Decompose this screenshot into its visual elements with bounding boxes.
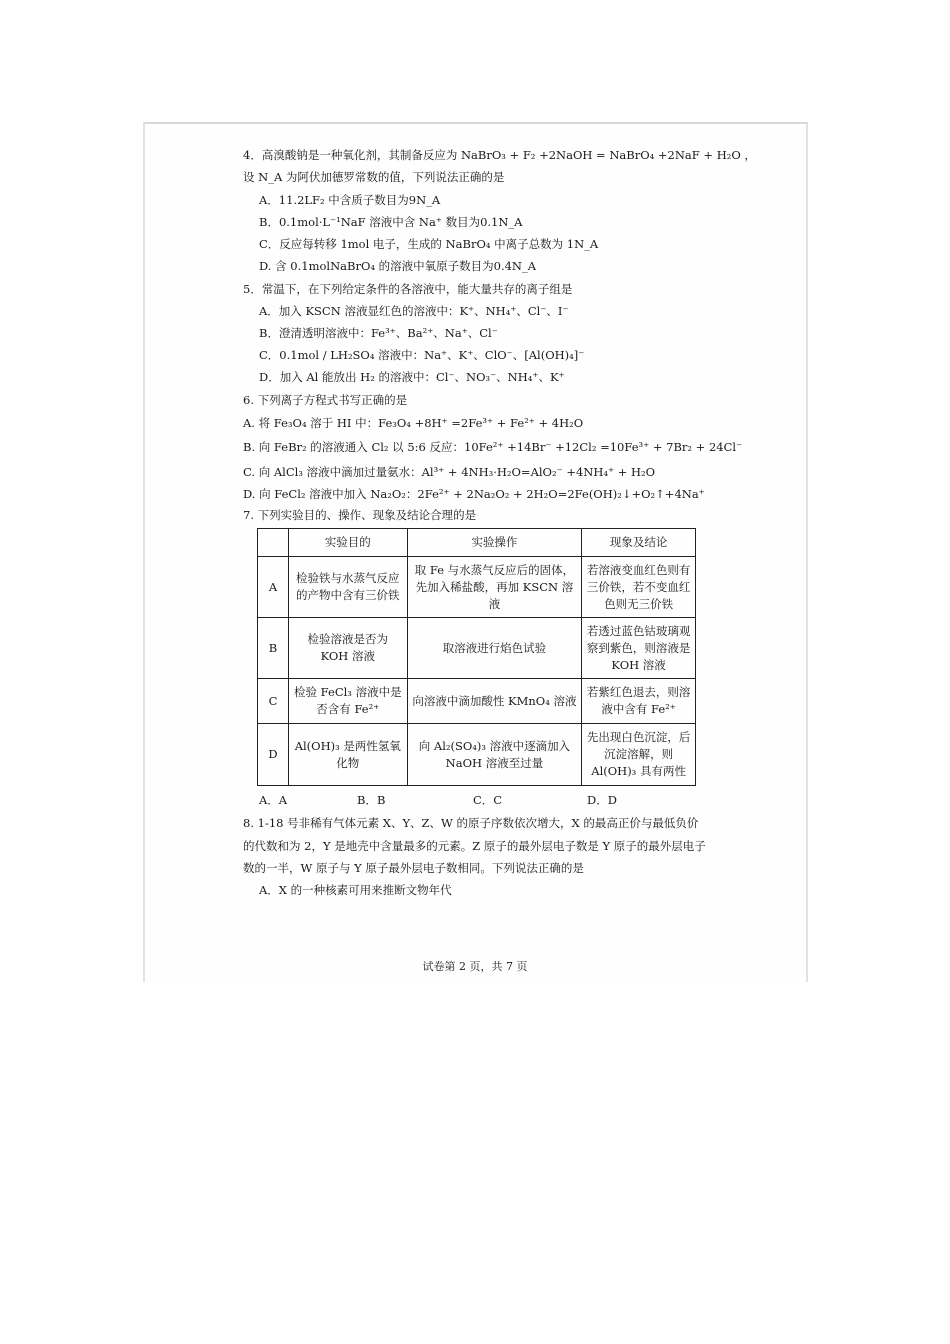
q6-option-a: A. 将 Fe₃O₄ 溶于 HI 中：Fe₃O₄ +8H⁺ =2Fe³⁺ + Fe²⁺ + 4H₂O [243, 416, 584, 430]
table-header-cell: 现象及结论 [582, 529, 696, 557]
q7-answer-a: A．A [259, 793, 288, 807]
table-header-row [258, 529, 696, 557]
q7-answer-d: D．D [587, 793, 617, 807]
row-label: D [258, 724, 289, 786]
row-label: B [258, 618, 289, 679]
q4-stem-line2: 设 N_A 为阿伏加德罗常数的值，下列说法正确的是 [243, 170, 505, 184]
page-footer: 试卷第 2 页，共 7 页 [422, 960, 528, 973]
row-label: A [258, 557, 289, 618]
q5-option-a: A．加入 KSCN 溶液显红色的溶液中：K⁺、NH₄⁺、Cl⁻、I⁻ [259, 304, 569, 318]
q5-option-d: D．加入 Al 能放出 H₂ 的溶液中：Cl⁻、NO₃⁻、NH₄⁺、K⁺ [259, 370, 565, 384]
table-row [258, 557, 696, 618]
q7-answer-b: B．B [357, 793, 386, 807]
q8-option-a: A．X 的一种核素可用来推断文物年代 [259, 883, 452, 897]
result-cell: 若紫红色退去，则溶液中含有 Fe²⁺ [582, 679, 696, 724]
q5-option-c: C．0.1mol / LH₂SO₄ 溶液中：Na⁺、K⁺、ClO⁻、[Al(OH)₄]⁻ [259, 348, 585, 362]
q7-answer-c: C．C [473, 793, 503, 807]
row-label: C [258, 679, 289, 724]
q8-stem-line3: 数的一半，W 原子与 Y 原子最外层电子数相同。下列说法正确的是 [243, 861, 584, 875]
result-cell: 若透过蓝色钴玻璃观察到紫色，则溶液是 KOH 溶液 [582, 618, 696, 679]
table-header-cell [258, 529, 289, 557]
purpose-cell: 检验铁与水蒸气反应的产物中含有三价铁 [288, 557, 407, 618]
q5-option-b: B．澄清透明溶液中：Fe³⁺、Ba²⁺、Na⁺、Cl⁻ [259, 326, 498, 340]
result-cell: 若溶液变血红色则有三价铁，若不变血红色则无三价铁 [582, 557, 696, 618]
table-header-cell: 实验目的 [288, 529, 407, 557]
purpose-cell: 检验溶液是否为 KOH 溶液 [288, 618, 407, 679]
operation-cell: 向 Al₂(SO₄)₃ 溶液中逐滴加入 NaOH 溶液至过量 [407, 724, 582, 786]
q7-stem: 7. 下列实验目的、操作、现象及结论合理的是 [243, 508, 477, 522]
operation-cell: 向溶液中滴加酸性 KMnO₄ 溶液 [407, 679, 582, 724]
q4-option-c: C．反应每转移 1mol 电子，生成的 NaBrO₄ 中离子总数为 1N_A [259, 237, 599, 251]
result-cell: 先出现白色沉淀，后沉淀溶解，则 Al(OH)₃ 具有两性 [582, 724, 696, 786]
q6-option-c: C. 向 AlCl₃ 溶液中滴加过量氨水：Al³⁺ + 4NH₃·H₂O=AlO₂⁻ +4NH₄⁺ + H₂O [243, 465, 656, 479]
table-row [258, 618, 696, 679]
purpose-cell: Al(OH)₃ 是两性氢氧化物 [288, 724, 407, 786]
q4-option-d: D. 含 0.1molNaBrO₄ 的溶液中氧原子数目为0.4N_A [259, 259, 537, 273]
experiment-table [257, 528, 696, 786]
operation-cell: 取溶液进行焰色试验 [407, 618, 582, 679]
q4-option-a: A．11.2LF₂ 中含质子数目为9N_A [259, 193, 441, 207]
q4-stem-line1: 4．高溴酸钠是一种氧化剂，其制备反应为 NaBrO₃ + F₂ +2NaOH = NaBrO₄ +2NaF + H₂O ， [243, 148, 756, 162]
q8-stem-line2: 的代数和为 2，Y 是地壳中含量最多的元素。Z 原子的最外层电子数是 Y 原子的最外层电子 [243, 839, 706, 853]
table-header-cell: 实验操作 [407, 529, 582, 557]
q6-option-b: B. 向 FeBr₂ 的溶液通入 Cl₂ 以 5:6 反应：10Fe²⁺ +14Br⁻ +12Cl₂ =10Fe³⁺ + 7Br₂ + 24Cl⁻ [243, 440, 743, 454]
q4-option-b: B．0.1mol·L⁻¹NaF 溶液中含 Na⁺ 数目为0.1N_A [259, 215, 523, 229]
q8-stem-line1: 8. 1-18 号非稀有气体元素 X、Y、Z、W 的原子序数依次增大，X 的最高正价与最低负价 [243, 816, 699, 830]
table-row [258, 679, 696, 724]
q5-stem: 5．常温下，在下列给定条件的各溶液中，能大量共存的离子组是 [243, 282, 573, 296]
operation-cell: 取 Fe 与水蒸气反应后的固体，先加入稀盐酸，再加 KSCN 溶液 [407, 557, 582, 618]
purpose-cell: 检验 FeCl₃ 溶液中是否含有 Fe²⁺ [288, 679, 407, 724]
table-row [258, 724, 696, 786]
q6-stem: 6. 下列离子方程式书写正确的是 [243, 393, 408, 407]
q6-option-d: D. 向 FeCl₂ 溶液中加入 Na₂O₂：2Fe²⁺ + 2Na₂O₂ + 2H₂O=2Fe(OH)₂↓+O₂↑+4Na⁺ [243, 487, 705, 501]
